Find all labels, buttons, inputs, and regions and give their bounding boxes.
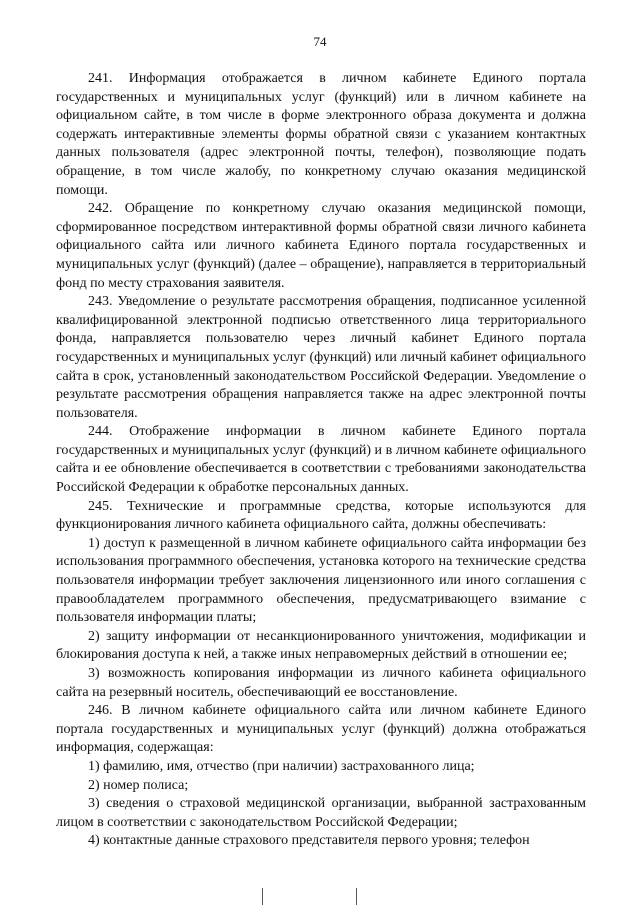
paragraph-242: 242. Обращение по конкретному случаю оказания медицинской помощи, сформированное посредством интерактивной формы обратной связи личного кабинета официального сайта или личного кабинета Единого портала государственных и муниципальных услуг (функций) (далее – обращение), направляется в территориальный фонд по месту страхования заявителя. bbox=[56, 201, 586, 291]
paragraph-246-item-1: 1) фамилию, имя, отчество (при наличии) застрахованного лица; bbox=[88, 758, 475, 774]
paragraph-245: 245. Технические и программные средства, которые используются для функционирования личного кабинета официального сайта, должны обеспечивать: bbox=[56, 498, 586, 533]
paragraph-243: 243. Уведомление о результате рассмотрения обращения, подписанное усиленной квалифицированной электронной подписью ответственного лица территориального фонда, направляется пользователю через личный кабинет Единого портала государственных и муниципальных услуг (функций) или личный кабинет официального сайта в срок, установленный законодательством Российской Федерации. Уведомление о результате рассмотрения обращения направляется также на адрес электронной почты пользователя. bbox=[56, 294, 586, 421]
paragraph-245-item-3: 3) возможность копирования информации из личного кабинета официального сайта на резервный носитель, обеспечивающий ее восстановление. bbox=[56, 666, 586, 700]
page-number: 74 bbox=[313, 34, 327, 49]
paragraph-246-item-3: 3) сведения о страховой медицинской организации, выбранной застрахованным лицом в соответствии с законодательством Российской Федерации; bbox=[56, 796, 586, 830]
paragraph-246: 246. В личном кабинете официального сайта или личном кабинете Единого портала государственных и муниципальных услуг (функций) должна отображаться информация, содержащая: bbox=[56, 703, 586, 756]
paragraph-245-item-2: 2) защиту информации от несанкционированного уничтожения, модификации и блокирования доступа к ней, а также иных неправомерных действий в отношении ее; bbox=[56, 628, 586, 663]
scan-edge-mark-right bbox=[356, 888, 357, 905]
paragraph-246-item-2: 2) номер полиса; bbox=[88, 777, 189, 793]
document-body bbox=[56, 70, 586, 851]
paragraph-245-item-1: 1) доступ к размещенной в личном кабинете официального сайта информации без использования программного обеспечения, установка которого на технические средства пользователя информации требует заключения лицензионного или иного соглашения с правообладателем программного обеспечения, предусматривающего взимание с пользователя информации платы; bbox=[56, 535, 586, 626]
paragraph-241: 241. Информация отображается в личном кабинете Единого портала государственных и муниципальных услуг (функций) или в личном кабинете на официальном сайте, в том числе в форме электронного образа документа и должна содержать интерактивные элементы формы обратной связи с указанием контактных данных пользователя (адрес электронной почты, телефон), позволяющие подать обращение, в том числе жалобу, по конкретному случаю оказания медицинской помощи. bbox=[56, 71, 586, 198]
paragraph-244: 244. Отображение информации в личном кабинете Единого портала государственных и муниципальных услуг (функций) и в личном кабинете официального сайта и ее обновление обеспечивается в соответствии с требованиями законодательства Российской Федерации к обработке персональных данных. bbox=[56, 424, 586, 496]
scan-edge-mark-left bbox=[262, 888, 263, 905]
paragraph-246-item-4: 4) контактные данные страхового представителя первого уровня; телефон bbox=[88, 833, 530, 849]
